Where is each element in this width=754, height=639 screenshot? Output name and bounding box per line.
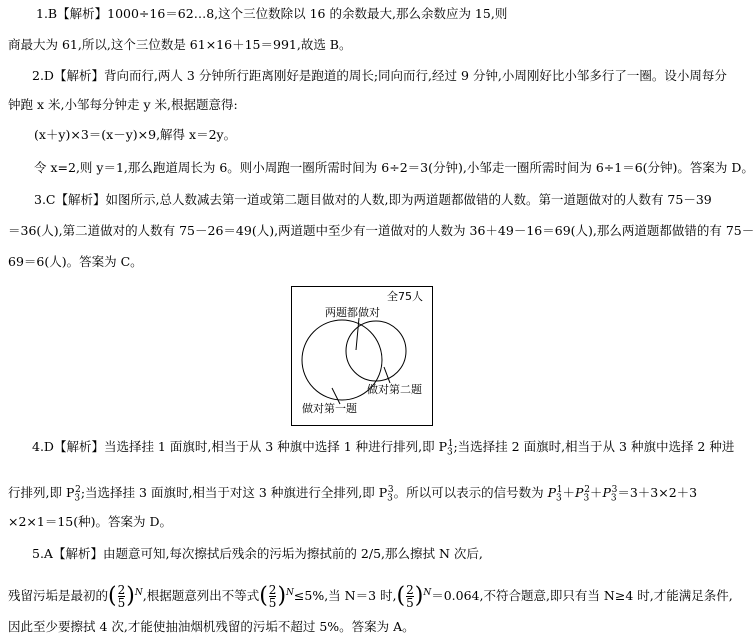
- q5-text-a: 残留污垢是最初的: [8, 588, 109, 604]
- q5-line-3: 因此至少要擦拭 4 次,才能使抽油烟机残留的污垢不超过 5%。答案为 A。: [8, 619, 415, 634]
- q4-text-e: 。所以可以表示的信号数为: [393, 485, 548, 501]
- fraction-denominator: 5: [117, 596, 126, 611]
- right-paren: ): [126, 583, 135, 609]
- fraction-denominator: 5: [268, 596, 277, 611]
- q2-equation: (x＋y)×3＝(x－y)×9,解得 x＝2y。: [34, 127, 237, 142]
- q4-line-3: ×2×1＝15(种)。答案为 D。: [8, 514, 173, 529]
- fraction-denominator: 5: [406, 596, 414, 611]
- perm-sub: 3: [556, 493, 562, 504]
- venn-second-label: 做对第二题: [367, 383, 422, 396]
- q5-text-d: ＝0.064,不符合题意,即只有当 N≥4 时,才能满足条件,: [431, 588, 733, 604]
- venn-diagram: [291, 286, 433, 426]
- left-paren: (: [396, 583, 406, 609]
- exponent: N: [134, 588, 143, 598]
- fraction-numerator: 2: [406, 583, 414, 598]
- venn-first-label: 做对第一题: [302, 402, 357, 415]
- q1-line-2: 商最大为 61,所以,这个三位数是 61×16＋15＝991,故选 B。: [8, 37, 352, 52]
- q3-line-3: 69＝6(人)。答案为 C。: [8, 254, 143, 269]
- q2-line-1: 2.D【解析】背向而行,两人 3 分钟所行距离刚好是跑道的周长;同向而行,经过 9 分钟,小周刚好比小邹多行了一圈。设小周每分: [32, 68, 727, 83]
- perm-sup: 2: [584, 485, 590, 495]
- q4-text-c: 行排列,即 P: [8, 485, 75, 501]
- left-paren: (: [108, 583, 117, 609]
- perm-sup: 1: [556, 485, 563, 495]
- q5-text-b: ,根据题意列出不等式: [142, 588, 260, 604]
- q3-line-1: 3.C【解析】如图所示,总人数减去第一道或第二题目做对的人数,即为两道题都做错的人数。第一道题做对的人数有 75－39: [34, 192, 712, 207]
- fraction-numerator: 2: [117, 583, 126, 598]
- venn-both-label: 两题都做对: [325, 306, 380, 319]
- perm-sup: 1: [447, 439, 454, 449]
- q5-line-2: [8, 573, 733, 617]
- q5-text-c: ≤5%,当 N＝3 时,: [293, 588, 397, 604]
- q4-text-a: 4.D【解析】当选择挂 1 面旗时,相当于从 3 种旗中选择 1 种进行排列,即 P: [32, 439, 447, 455]
- q5-line-1: 5.A【解析】由题意可知,每次擦拭后残余的污垢为擦拭前的 2/5,那么擦拭 N 次后,: [32, 546, 483, 561]
- left-paren: (: [259, 583, 268, 609]
- exponent: N: [286, 588, 294, 598]
- perm-sub: 3: [74, 493, 81, 504]
- perm-symbol: P: [575, 485, 584, 501]
- q1-line-1: 1.B【解析】1000÷16＝62…8,这个三位数除以 16 的余数最大,那么余数应为 15,则: [36, 6, 508, 21]
- q3-line-2: ＝36(人),第二道做对的人数有 75－26＝49(人),两道题中至少有一道做对的人数为 36＋49－16＝69(人),那么两道题都做错的有 75－: [8, 223, 754, 238]
- fraction: [406, 584, 414, 609]
- perm-sub: 3: [446, 447, 453, 458]
- plus-sign: ＋: [589, 485, 603, 501]
- q4-line-2: [8, 482, 697, 507]
- perm-sub: 3: [583, 493, 590, 504]
- perm-sup: 2: [75, 485, 81, 495]
- venn-total-label: 全75人: [387, 290, 423, 303]
- perm-sup: 3: [611, 485, 618, 495]
- fraction: [118, 584, 126, 609]
- perm-symbol: P: [602, 485, 611, 501]
- right-paren: ): [414, 583, 424, 609]
- perm-sup: 3: [387, 485, 394, 495]
- q4-text-f: ＝3＋3×2＋3: [617, 485, 698, 501]
- perm-symbol: P: [547, 485, 557, 501]
- q4-line-1: [32, 436, 734, 461]
- plus-sign: ＋: [562, 485, 576, 501]
- perm-sub: 3: [387, 493, 393, 504]
- perm-sub: 3: [610, 493, 617, 504]
- q2-line-2: 钟跑 x 米,小邹每分钟走 y 米,根据题意得:: [8, 97, 238, 112]
- fraction-numerator: 2: [268, 583, 277, 598]
- fraction: [269, 584, 277, 609]
- q2-line-3: 令 x=2,则 y＝1,那么跑道周长为 6。则小周跑一圈所需时间为 6÷2＝3(分钟),小邹走一圈所需时间为 6÷1＝6(分钟)。答案为 D。: [34, 160, 754, 175]
- q4-text-d: ;当选择挂 3 面旗时,相当于对这 3 种旗进行全排列,即 P: [80, 485, 388, 501]
- right-paren: ): [277, 583, 287, 609]
- q4-text-b: ;当选择挂 2 面旗时,相当于从 3 种旗中选择 2 种进: [453, 439, 735, 455]
- exponent: N: [423, 588, 432, 598]
